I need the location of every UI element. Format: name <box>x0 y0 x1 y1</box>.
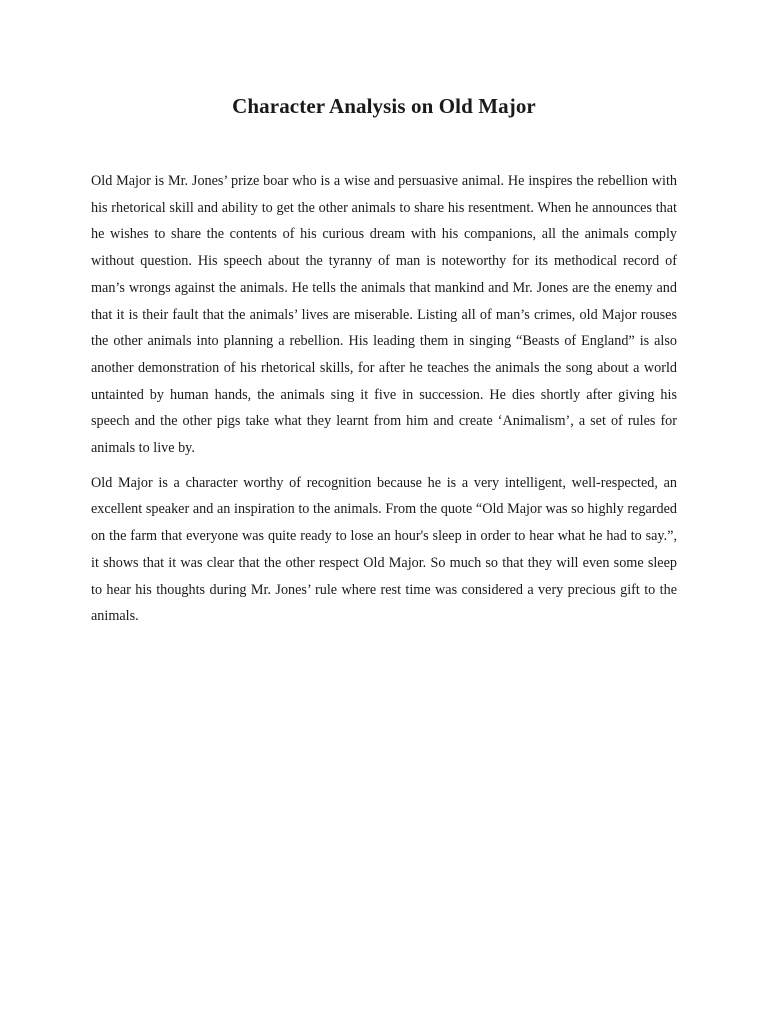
document-title: Character Analysis on Old Major <box>232 94 536 118</box>
paragraph-2: Old Major is a character worthy of recognition because he is a very intelligent, well-respected, an excellent speaker and an inspiration to the animals. From the quote “Old Major was so highly regarded on the farm that everyone was quite ready to lose an hour's sleep in order to hear what he had to say.”, it shows that it was clear that the other respect Old Major. So much so that they will even some sleep to hear his thoughts during Mr. Jones’ rule where rest time was considered a very precious gift to the animals. <box>91 474 677 625</box>
document-body <box>91 168 677 638</box>
paragraph-1: Old Major is Mr. Jones’ prize boar who is a wise and persuasive animal. He inspires the rebellion with his rhetorical skill and ability to get the other animals to share his resentment. When he announces that he wishes to share the contents of his curious dream with his companions, all the animals comply without question. His speech about the tyranny of man is noteworthy for its methodical record of man’s wrongs against the animals. He tells the animals that mankind and Mr. Jones are the enemy and that it is their fault that the animals’ lives are miserable. Listing all of man’s crimes, old Major rouses the other animals into planning a rebellion. His leading them in singing “Beasts of England” is also another demonstration of his rhetorical skills, for after he teaches the animals the song about a world untainted by human hands, the animals sing it five in succession. He dies shortly after giving his speech and the other pigs take what they learnt from him and create ‘Animalism’, a set of rules for animals to live by. <box>91 173 677 457</box>
